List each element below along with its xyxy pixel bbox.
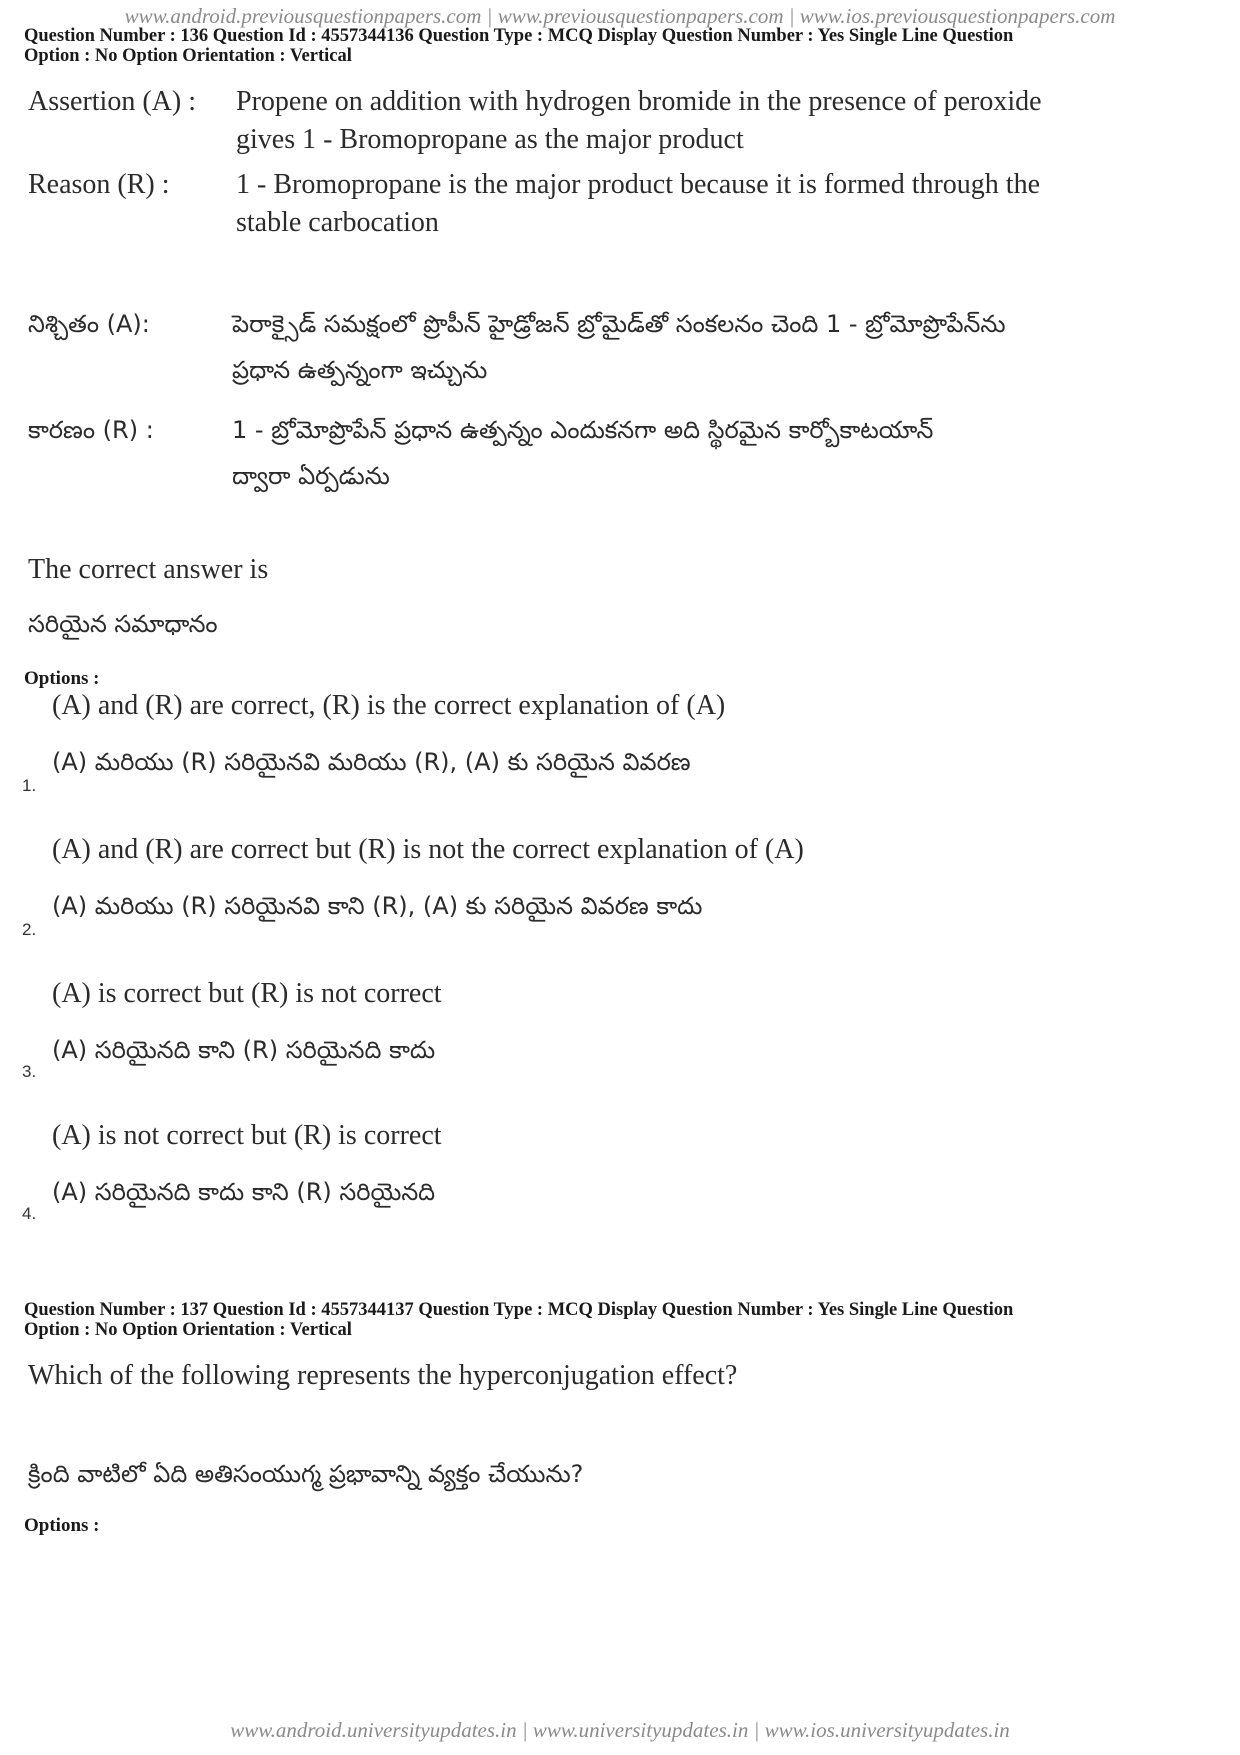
q136-meta-line1: Question Number : 136 Question Id : 4557344136 Question Type : MCQ Display Question Number : Yes Single Line Question: [24, 26, 1014, 46]
te-assertion-text-line2: ప్రధాన ఉత్పన్నంగా ఇచ్చును: [232, 356, 488, 384]
option-2-english: (A) and (R) are correct but (R) is not the correct explanation of (A): [52, 834, 804, 865]
te-assertion-label: నిశ్చితం (A):: [28, 310, 150, 338]
option-3-number: 3.: [22, 1062, 37, 1081]
watermark-top: www.android.previousquestionpapers.com | www.previousquestionpapers.com | www.ios.previousquestionpapers.com: [124, 4, 1116, 28]
option-2-number: 2.: [22, 920, 37, 939]
option-1-telugu: (A) మరియు (R) సరియైనవి మరియు (R), (A) కు సరియైన వివరణ: [52, 748, 691, 776]
q137-te-question-text: క్రింది వాటిలో ఏది అతిసంయుగ్మ ప్రభావాన్ని వ్యక్తం చేయును?: [28, 1460, 584, 1488]
te-reason-text-line2: ద్వారా ఏర్పడును: [232, 462, 390, 490]
te-assertion-text-line1: పెరాక్సైడ్ సమక్షంలో ప్రొపీన్ హైడ్రోజన్ బ్రోమైడ్‌తో సంకలనం చెంది 1 - బ్రోమోప్రొపేన్‌ను: [232, 310, 1006, 338]
q137-options-label: Options :: [24, 1515, 100, 1536]
option-2-telugu: (A) మరియు (R) సరియైనవి కాని (R), (A) కు సరియైన వివరణ కాదు: [52, 892, 703, 920]
option-1-number: 1.: [22, 776, 37, 795]
option-4-telugu: (A) సరియైనది కాదు కాని (R) సరియైనది: [52, 1178, 436, 1206]
te-reason-text-line1: 1 - బ్రోమోప్రొపేన్ ప్రధాన ఉత్పన్నం ఎందుకనగా అది స్థిరమైన కార్బోకాటయాన్: [232, 416, 934, 444]
watermark-bottom: www.android.universityupdates.in | www.universityupdates.in | www.ios.universityupdates.in: [230, 1718, 1010, 1742]
te-correct-answer-text: సరియైన సమాధానం: [28, 610, 218, 638]
q136-options-label: Options :: [24, 668, 100, 689]
correct-answer-text: The correct answer is: [28, 554, 269, 585]
assertion-text-line1: Propene on addition with hydrogen bromide in the presence of peroxide: [236, 86, 1042, 117]
q137-meta-line2: Option : No Option Orientation : Vertical: [24, 1320, 352, 1340]
te-reason-label: కారణం (R) :: [28, 416, 154, 444]
reason-text-line1: 1 - Bromopropane is the major product because it is formed through the: [236, 169, 1041, 200]
reason-text-line2: stable carbocation: [236, 207, 439, 238]
option-4-english: (A) is not correct but (R) is correct: [52, 1120, 442, 1151]
reason-label: Reason (R) :: [28, 169, 170, 200]
q137-meta-line1: Question Number : 137 Question Id : 4557344137 Question Type : MCQ Display Question Number : Yes Single Line Question: [24, 1300, 1014, 1320]
option-1-english: (A) and (R) are correct, (R) is the correct explanation of (A): [52, 690, 726, 721]
option-4-number: 4.: [22, 1204, 37, 1223]
assertion-text-line2: gives 1 - Bromopropane as the major product: [236, 124, 744, 155]
option-3-telugu: (A) సరియైనది కాని (R) సరియైనది కాదు: [52, 1036, 436, 1064]
option-3-english: (A) is correct but (R) is not correct: [52, 978, 442, 1009]
q136-meta-line2: Option : No Option Orientation : Vertical: [24, 46, 352, 66]
q137-question-text: Which of the following represents the hyperconjugation effect?: [28, 1360, 738, 1391]
assertion-label: Assertion (A) :: [28, 86, 196, 117]
